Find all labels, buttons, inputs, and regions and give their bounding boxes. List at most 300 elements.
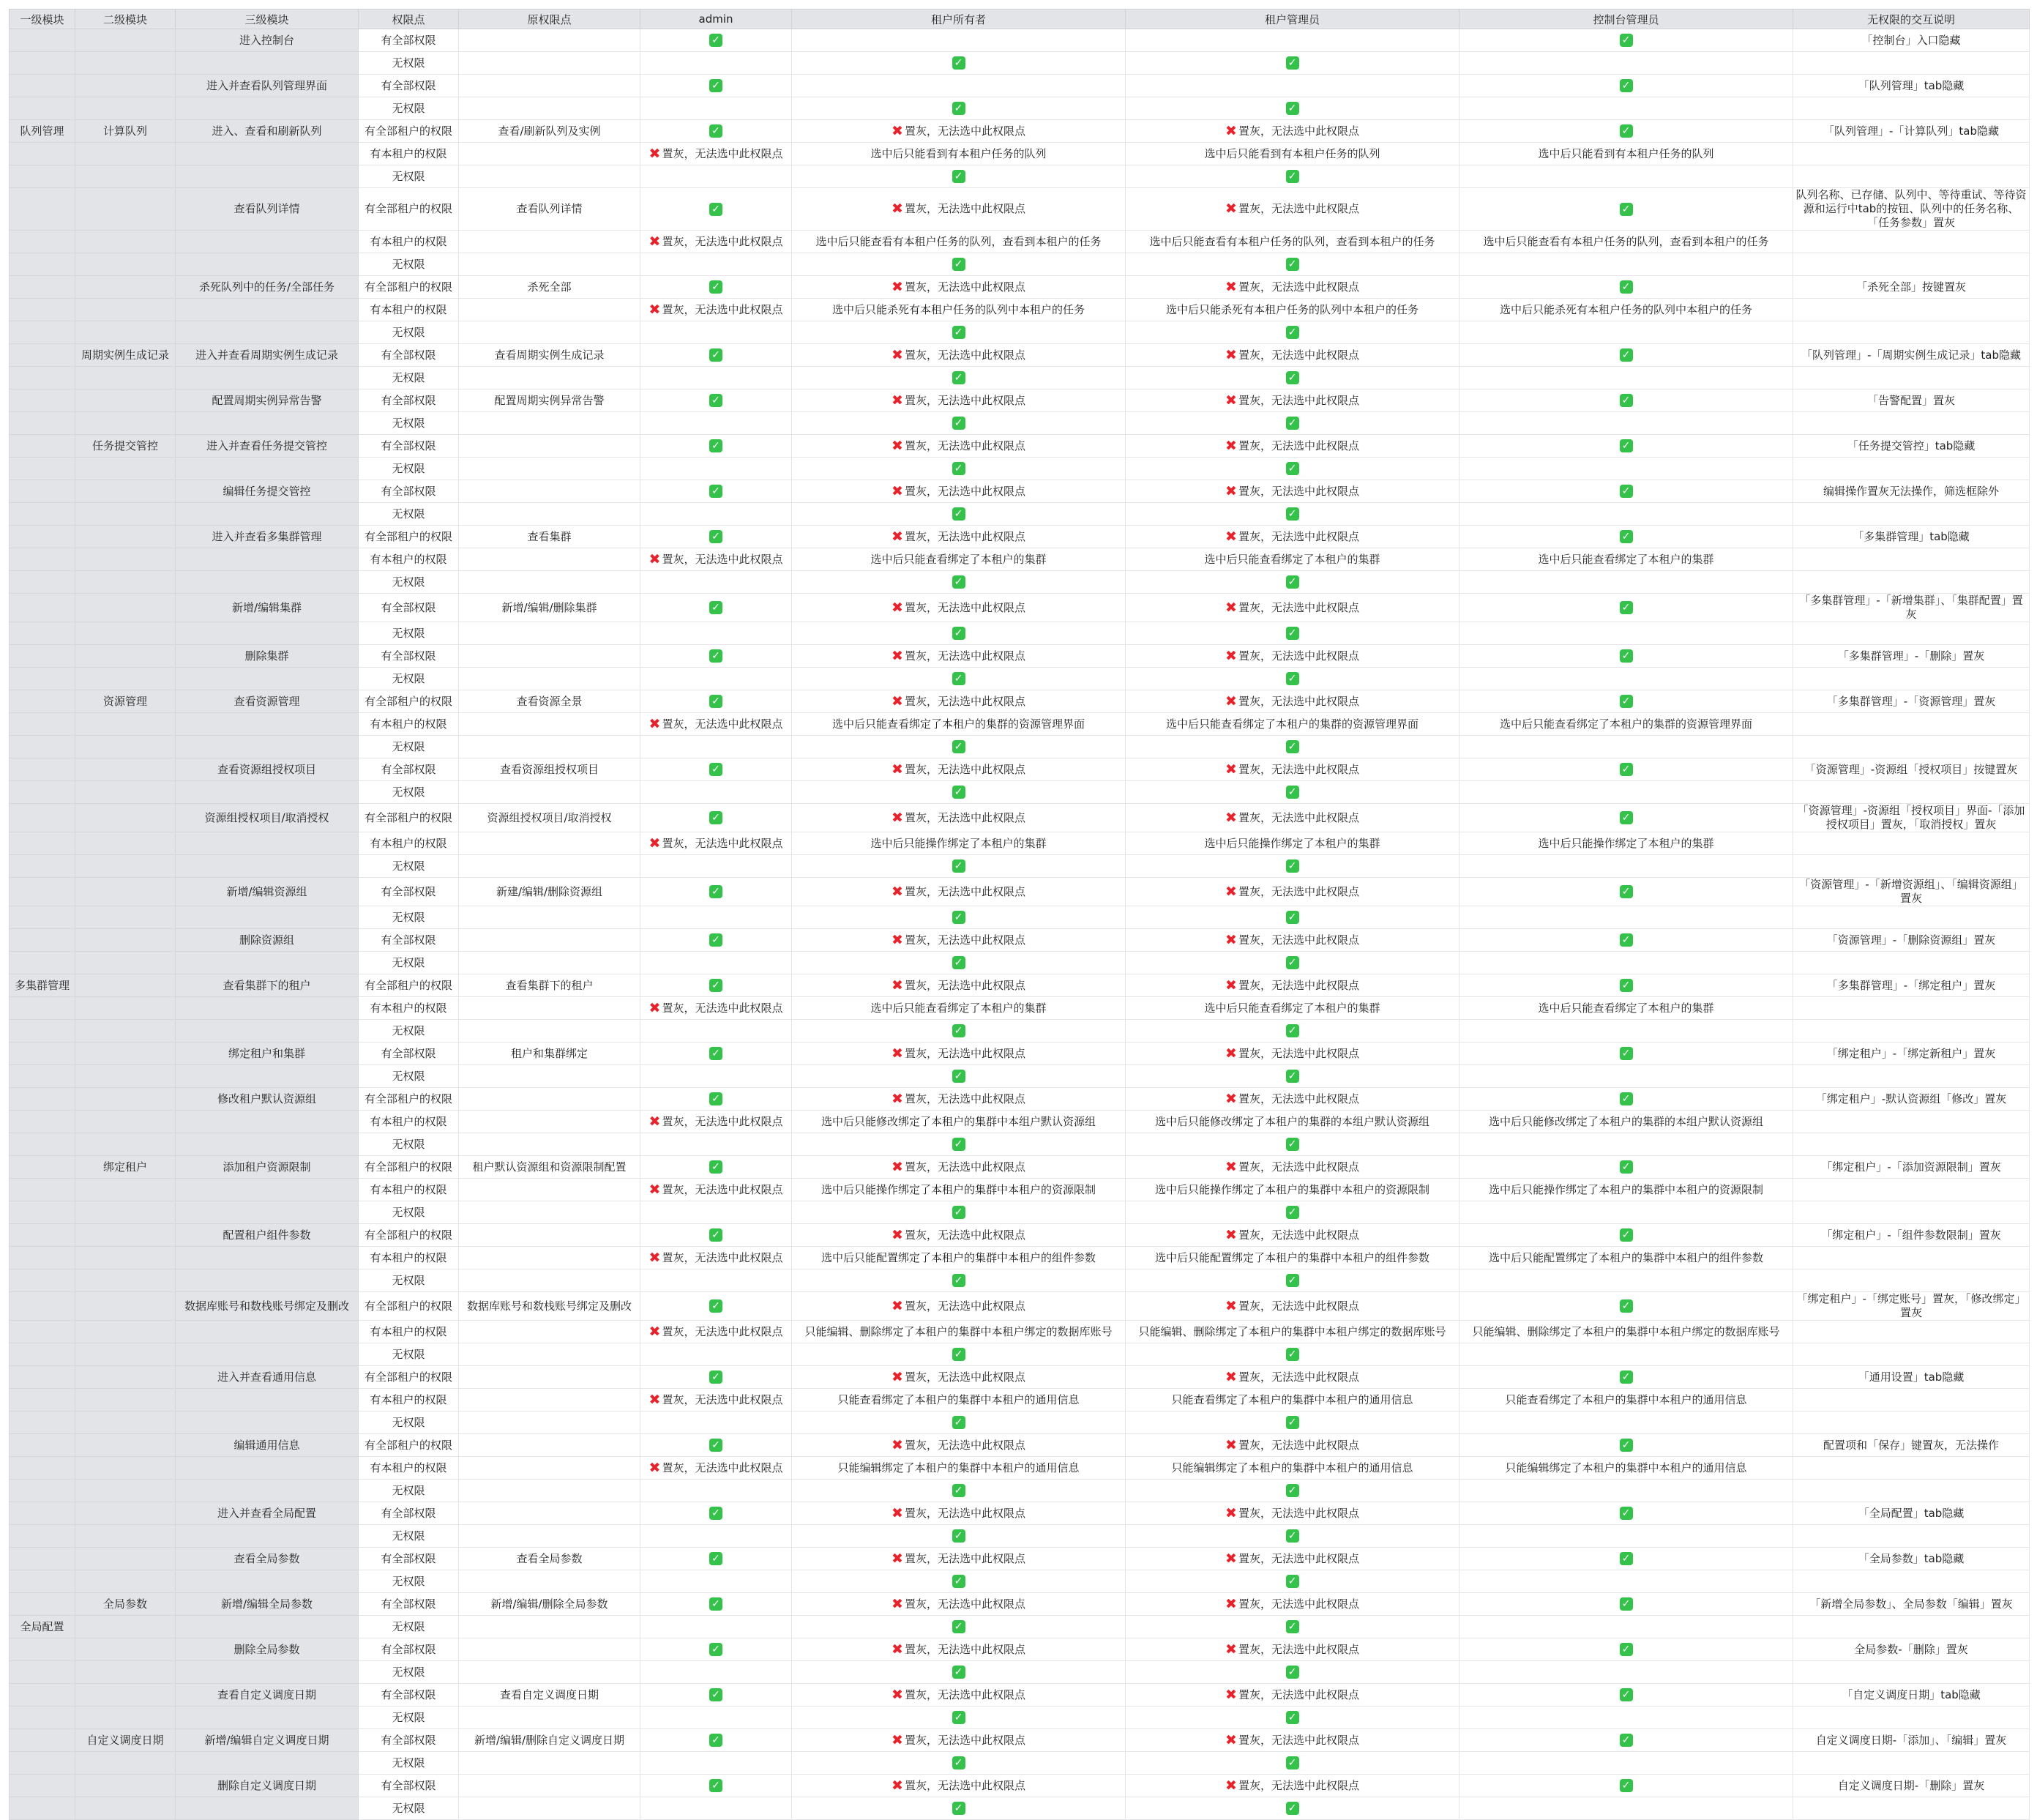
cell-level1-module — [10, 321, 75, 344]
cell-text: 选中后只能看到有本租户任务的队列 — [1538, 146, 1714, 160]
cell-original-permission — [459, 736, 640, 758]
cell-permission-point — [359, 165, 459, 188]
cell-permission-point — [359, 736, 459, 758]
cross-icon: ✖ — [892, 1641, 903, 1657]
cell-level1-module — [10, 929, 75, 952]
table-row — [10, 1434, 2030, 1457]
cell-text: 无权限 — [392, 1801, 425, 1815]
cell-text: 置灰，无法选中此权限点 — [1238, 694, 1359, 708]
cell-tenant-admin — [1126, 1269, 1459, 1292]
header-level2-module: 二级模块 — [75, 10, 176, 29]
cell-text: 置灰，无法选中此权限点 — [904, 1092, 1025, 1105]
check-icon: ✓ — [952, 1575, 965, 1588]
cell-admin — [640, 231, 792, 253]
cell-text: 置灰，无法选中此权限点 — [1238, 1370, 1359, 1384]
cell-level1-module — [10, 1133, 75, 1156]
cell-console-admin — [1459, 690, 1793, 713]
cell-level1-module — [10, 781, 75, 804]
cell-tenant-admin — [1126, 29, 1459, 52]
cell-level2-module — [75, 1111, 176, 1133]
cell-level3-module — [176, 1020, 359, 1043]
cell-text: 「队列管理」tab隐藏 — [1858, 78, 1965, 92]
cell-console-admin — [1459, 1502, 1793, 1525]
cell-text: 全局参数-「删除」置灰 — [1854, 1642, 1968, 1656]
cell-no-permission-note — [1793, 1661, 2030, 1684]
cell-level2-module — [75, 736, 176, 758]
cell-text: 置灰，无法选中此权限点 — [904, 1733, 1025, 1747]
cell-no-permission-note — [1793, 855, 2030, 878]
cell-level3-module — [176, 503, 359, 526]
cell-level1-module — [10, 1684, 75, 1707]
cell-original-permission — [459, 594, 640, 622]
cell-original-permission — [459, 1775, 640, 1797]
table-row — [10, 1111, 2030, 1133]
cell-text: 删除自定义调度日期 — [217, 1778, 316, 1792]
cell-level1-module — [10, 1638, 75, 1661]
cell-level3-module — [176, 952, 359, 974]
cell-admin — [640, 458, 792, 480]
cell-tenant-admin — [1126, 832, 1459, 855]
cross-icon: ✖ — [892, 1090, 903, 1107]
cell-level2-module — [75, 1525, 176, 1548]
cell-tenant-owner — [792, 781, 1126, 804]
cell-original-permission — [459, 832, 640, 855]
table-row — [10, 435, 2030, 458]
cell-level1-module — [10, 435, 75, 458]
cell-console-admin — [1459, 480, 1793, 503]
cell-level2-module — [75, 97, 176, 120]
cell-admin — [640, 1593, 792, 1616]
cell-tenant-admin — [1126, 321, 1459, 344]
cell-text: 无权限 — [392, 910, 425, 924]
cell-text: 置灰，无法选中此权限点 — [1238, 280, 1359, 294]
cell-admin — [640, 52, 792, 75]
cell-text: 无权限 — [392, 1205, 425, 1219]
cell-tenant-admin — [1126, 1292, 1459, 1321]
cell-text: 置灰，无法选中此权限点 — [904, 600, 1025, 614]
cell-level3-module — [176, 1593, 359, 1616]
cell-text: 数据库账号和数栈账号绑定及删改 — [184, 1299, 349, 1313]
cell-level1-module — [10, 1729, 75, 1752]
cell-original-permission — [459, 1752, 640, 1775]
cell-permission-point — [359, 594, 459, 622]
cell-no-permission-note — [1793, 1224, 2030, 1247]
cell-admin — [640, 645, 792, 668]
cell-console-admin — [1459, 1043, 1793, 1065]
check-icon: ✓ — [952, 1274, 965, 1287]
table-row — [10, 1457, 2030, 1480]
cell-level1-module — [10, 97, 75, 120]
table-row — [10, 120, 2030, 143]
cell-text: 置灰，无法选中此权限点 — [662, 717, 783, 731]
cell-console-admin — [1459, 1752, 1793, 1775]
check-icon: ✓ — [1286, 1484, 1299, 1497]
check-icon: ✓ — [1286, 1666, 1299, 1679]
header-level1-module: 一级模块 — [10, 10, 75, 29]
cell-text: 编辑任务提交管控 — [223, 484, 311, 498]
cell-permission-point — [359, 1548, 459, 1570]
cell-admin — [640, 1247, 792, 1269]
cell-original-permission — [459, 1684, 640, 1707]
cell-original-permission — [459, 435, 640, 458]
cross-icon: ✖ — [649, 1323, 661, 1340]
check-icon: ✓ — [952, 1484, 965, 1497]
cell-level3-module — [176, 1111, 359, 1133]
cell-level3-module — [176, 736, 359, 758]
table-row — [10, 804, 2030, 832]
cell-text: 有全部租户的权限 — [364, 1092, 452, 1105]
cross-icon: ✖ — [892, 1045, 903, 1062]
cell-tenant-owner — [792, 1661, 1126, 1684]
table-row — [10, 1156, 2030, 1179]
cell-tenant-admin — [1126, 458, 1459, 480]
cell-tenant-owner — [792, 1020, 1126, 1043]
cell-level2-module — [75, 1020, 176, 1043]
cell-no-permission-note — [1793, 1525, 2030, 1548]
check-icon: ✓ — [952, 170, 965, 183]
cell-tenant-owner — [792, 1065, 1126, 1088]
cell-original-permission — [459, 1707, 640, 1729]
cell-original-permission — [459, 645, 640, 668]
cell-level3-module — [176, 1088, 359, 1111]
cross-icon: ✖ — [649, 233, 661, 250]
table-row — [10, 1480, 2030, 1502]
cell-console-admin — [1459, 165, 1793, 188]
cell-level3-module — [176, 1502, 359, 1525]
cell-admin — [640, 1570, 792, 1593]
cell-level2-module — [75, 276, 176, 299]
cell-text: 选中后只能操作绑定了本租户的集群中本租户的资源限制 — [1154, 1182, 1429, 1196]
cell-tenant-owner — [792, 855, 1126, 878]
cell-text: 置灰，无法选中此权限点 — [1238, 348, 1359, 362]
cell-level2-module — [75, 929, 176, 952]
cell-tenant-owner — [792, 906, 1126, 929]
cell-admin — [640, 1111, 792, 1133]
cell-text: 无权限 — [392, 1415, 425, 1429]
cross-icon: ✖ — [649, 301, 661, 318]
cell-level1-module — [10, 758, 75, 781]
check-icon: ✓ — [952, 1802, 965, 1815]
check-icon: ✓ — [709, 979, 722, 992]
cell-level1-module — [10, 1269, 75, 1292]
cell-permission-point — [359, 832, 459, 855]
cell-text: 置灰，无法选中此权限点 — [1238, 933, 1359, 947]
cell-console-admin — [1459, 878, 1793, 906]
cell-admin — [640, 276, 792, 299]
cell-original-permission — [459, 480, 640, 503]
cell-admin — [640, 1638, 792, 1661]
cell-tenant-admin — [1126, 165, 1459, 188]
cell-console-admin — [1459, 622, 1793, 645]
cell-level2-module — [75, 1321, 176, 1343]
cell-level3-module — [176, 389, 359, 412]
cell-text: 只能编辑、删除绑定了本租户的集群中本租户绑定的数据库账号 — [1138, 1324, 1446, 1338]
check-icon: ✓ — [1620, 1688, 1633, 1701]
check-icon: ✓ — [709, 1047, 722, 1060]
cell-admin — [640, 1525, 792, 1548]
cell-original-permission — [459, 1593, 640, 1616]
cell-level1-module — [10, 1065, 75, 1088]
cell-level2-module — [75, 804, 176, 832]
table-row — [10, 253, 2030, 276]
check-icon: ✓ — [952, 1138, 965, 1151]
table-row — [10, 1179, 2030, 1201]
cell-permission-point — [359, 758, 459, 781]
cell-admin — [640, 622, 792, 645]
cell-tenant-admin — [1126, 668, 1459, 690]
table-row — [10, 1065, 2030, 1088]
cell-no-permission-note — [1793, 1156, 2030, 1179]
cell-level2-module — [75, 906, 176, 929]
cell-level3-module — [176, 1292, 359, 1321]
cell-tenant-owner — [792, 97, 1126, 120]
cell-text: 置灰，无法选中此权限点 — [1238, 1046, 1359, 1060]
cell-text: 有全部租户的权限 — [364, 1438, 452, 1452]
cell-text: 有本租户的权限 — [370, 234, 447, 248]
cell-tenant-admin — [1126, 1343, 1459, 1366]
cell-text: 有全部权限 — [381, 1597, 436, 1611]
table-row — [10, 1548, 2030, 1570]
cell-tenant-admin — [1126, 188, 1459, 231]
cell-original-permission — [459, 1065, 640, 1088]
cell-level2-module — [75, 75, 176, 97]
header-row — [10, 10, 2030, 29]
cell-admin — [640, 1389, 792, 1411]
cell-tenant-admin — [1126, 344, 1459, 367]
cell-text: 置灰，无法选中此权限点 — [1238, 529, 1359, 543]
cell-text: 置灰，无法选中此权限点 — [1238, 762, 1359, 776]
cell-original-permission — [459, 188, 640, 231]
cell-permission-point — [359, 645, 459, 668]
cell-tenant-owner — [792, 1224, 1126, 1247]
check-icon: ✓ — [709, 1779, 722, 1792]
cell-level3-module — [176, 1201, 359, 1224]
check-icon: ✓ — [1286, 1802, 1299, 1815]
check-icon: ✓ — [1286, 417, 1299, 430]
cell-level1-module — [10, 480, 75, 503]
cell-level2-module — [75, 668, 176, 690]
cell-text: 「多集群管理」-「绑定租户」置灰 — [1826, 978, 1996, 992]
cell-text: 「绑定租户」-「绑定新租户」置灰 — [1826, 1046, 1996, 1060]
cell-text: 无权限 — [392, 325, 425, 339]
cell-original-permission — [459, 1343, 640, 1366]
check-icon: ✓ — [709, 1092, 722, 1105]
check-icon: ✓ — [1620, 1092, 1633, 1105]
table-row — [10, 571, 2030, 594]
cell-level3-module — [176, 929, 359, 952]
cell-no-permission-note — [1793, 1797, 2030, 1820]
cell-text: 无权限 — [392, 1483, 425, 1497]
cell-permission-point — [359, 1661, 459, 1684]
cell-text: 查看资源管理 — [233, 694, 300, 708]
cell-original-permission — [459, 1548, 640, 1570]
table-row — [10, 276, 2030, 299]
cross-icon: ✖ — [1225, 931, 1237, 948]
cell-permission-point — [359, 1389, 459, 1411]
cell-text: 无权限 — [392, 1347, 425, 1361]
cell-level1-module — [10, 231, 75, 253]
cell-level1-module — [10, 804, 75, 832]
cell-permission-point — [359, 1411, 459, 1434]
cell-level2-module — [75, 526, 176, 548]
cell-level3-module — [176, 52, 359, 75]
cross-icon: ✖ — [649, 1391, 661, 1408]
cell-no-permission-note — [1793, 389, 2030, 412]
cell-console-admin — [1459, 276, 1793, 299]
cell-text: 置灰，无法选中此权限点 — [904, 1160, 1025, 1174]
cross-icon: ✖ — [1225, 809, 1237, 826]
cell-level1-module — [10, 1457, 75, 1480]
cell-text: 「队列管理」-「周期实例生成记录」tab隐藏 — [1801, 348, 2021, 362]
cell-text: 置灰，无法选中此权限点 — [904, 1642, 1025, 1656]
cell-level1-module — [10, 1411, 75, 1434]
cell-text: 新增/编辑/删除自定义调度日期 — [474, 1733, 625, 1747]
cell-tenant-admin — [1126, 97, 1459, 120]
cell-console-admin — [1459, 253, 1793, 276]
header-original-permission: 原权限点 — [459, 10, 640, 29]
cell-level2-module — [75, 1088, 176, 1111]
cell-level1-module — [10, 120, 75, 143]
cell-text: 查看资源组授权项目 — [217, 762, 316, 776]
cell-text: 只能查看绑定了本租户的集群中本租户的通用信息 — [837, 1392, 1080, 1406]
cell-original-permission — [459, 713, 640, 736]
cell-admin — [640, 1752, 792, 1775]
cell-tenant-owner — [792, 1321, 1126, 1343]
cell-tenant-admin — [1126, 1043, 1459, 1065]
check-icon: ✓ — [709, 649, 722, 663]
cell-text: 有全部权限 — [381, 1506, 436, 1520]
cross-icon: ✖ — [649, 551, 661, 567]
cell-text: 有全部租户的权限 — [364, 280, 452, 294]
cell-no-permission-note — [1793, 321, 2030, 344]
cell-text: 「绑定租户」-默认资源组「修改」置灰 — [1815, 1092, 2007, 1105]
cell-text: 有本租户的权限 — [370, 836, 447, 850]
cell-level3-module — [176, 299, 359, 321]
cell-permission-point — [359, 276, 459, 299]
cell-tenant-admin — [1126, 1775, 1459, 1797]
table-row — [10, 143, 2030, 165]
cross-icon: ✖ — [892, 1368, 903, 1385]
cell-no-permission-note — [1793, 1616, 2030, 1638]
cross-icon: ✖ — [892, 278, 903, 295]
cell-console-admin — [1459, 1247, 1793, 1269]
check-icon: ✓ — [709, 348, 722, 362]
cell-no-permission-note — [1793, 526, 2030, 548]
check-icon: ✓ — [1286, 1575, 1299, 1588]
cell-tenant-admin — [1126, 276, 1459, 299]
cell-admin — [640, 952, 792, 974]
cell-text: 新增/编辑资源组 — [226, 884, 307, 898]
cell-text: 无权限 — [392, 461, 425, 475]
cell-no-permission-note — [1793, 120, 2030, 143]
cell-tenant-owner — [792, 1548, 1126, 1570]
cell-tenant-owner — [792, 1088, 1126, 1111]
check-icon: ✓ — [1620, 885, 1633, 898]
cell-admin — [640, 1088, 792, 1111]
cell-original-permission — [459, 165, 640, 188]
cell-console-admin — [1459, 1343, 1793, 1366]
table-row — [10, 1638, 2030, 1661]
cell-admin — [640, 1179, 792, 1201]
cell-permission-point — [359, 1292, 459, 1321]
cell-text: 有本租户的权限 — [370, 1392, 447, 1406]
cell-admin — [640, 1411, 792, 1434]
check-icon: ✓ — [1620, 348, 1633, 362]
cell-admin — [640, 389, 792, 412]
cell-text: 有本租户的权限 — [370, 1324, 447, 1338]
cell-level1-module — [10, 1179, 75, 1201]
cell-tenant-admin — [1126, 997, 1459, 1020]
cell-level1-module — [10, 594, 75, 622]
table-row — [10, 713, 2030, 736]
cell-console-admin — [1459, 1088, 1793, 1111]
cell-level1-module — [10, 367, 75, 389]
cell-text: 选中后只能查看绑定了本租户的集群 — [1538, 1001, 1714, 1015]
cell-text: 选中后只能操作绑定了本租户的集群 — [1538, 836, 1714, 850]
cell-original-permission — [459, 75, 640, 97]
check-icon: ✓ — [1286, 1274, 1299, 1287]
cell-level1-module — [10, 165, 75, 188]
cell-no-permission-note — [1793, 668, 2030, 690]
cell-original-permission — [459, 974, 640, 997]
table-row — [10, 75, 2030, 97]
cell-level1-module — [10, 1156, 75, 1179]
cross-icon: ✖ — [649, 1249, 661, 1266]
cross-icon: ✖ — [1225, 1226, 1237, 1243]
cell-text: 「多集群管理」tab隐藏 — [1853, 529, 1970, 543]
cell-text: 「资源管理」-资源组「授权项目」按键置灰 — [1804, 762, 2018, 776]
cell-level1-module — [10, 75, 75, 97]
cell-console-admin — [1459, 1201, 1793, 1224]
cell-admin — [640, 1043, 792, 1065]
cell-no-permission-note — [1793, 622, 2030, 645]
cell-permission-point — [359, 1133, 459, 1156]
cell-permission-point — [359, 1502, 459, 1525]
cell-no-permission-note — [1793, 1638, 2030, 1661]
cell-text: 选中后只能操作绑定了本租户的集群 — [1204, 836, 1380, 850]
table-row — [10, 165, 2030, 188]
check-icon: ✓ — [709, 1643, 722, 1656]
cell-tenant-owner — [792, 645, 1126, 668]
cell-no-permission-note — [1793, 367, 2030, 389]
cell-permission-point — [359, 1434, 459, 1457]
check-icon: ✓ — [952, 1711, 965, 1724]
cell-level3-module — [176, 855, 359, 878]
cell-admin — [640, 526, 792, 548]
cell-original-permission — [459, 367, 640, 389]
cell-level1-module — [10, 1570, 75, 1593]
cell-permission-point — [359, 1797, 459, 1820]
cell-console-admin — [1459, 143, 1793, 165]
check-icon: ✓ — [1620, 1552, 1633, 1565]
cell-permission-point — [359, 52, 459, 75]
cell-level1-module — [10, 878, 75, 906]
cell-original-permission — [459, 526, 640, 548]
cell-text: 只能编辑绑定了本租户的集群中本租户的通用信息 — [1171, 1461, 1413, 1474]
cell-admin — [640, 143, 792, 165]
table-row — [10, 503, 2030, 526]
cell-text: 修改租户默认资源组 — [217, 1092, 316, 1105]
cell-level3-module — [176, 997, 359, 1020]
cell-text: 置灰，无法选中此权限点 — [904, 649, 1025, 663]
cell-tenant-owner — [792, 1201, 1126, 1224]
cell-level3-module — [176, 832, 359, 855]
check-icon: ✓ — [1286, 258, 1299, 271]
cell-level2-module — [75, 1570, 176, 1593]
table-row — [10, 1043, 2030, 1065]
cell-level2-module — [75, 1434, 176, 1457]
cell-level2-module — [75, 231, 176, 253]
